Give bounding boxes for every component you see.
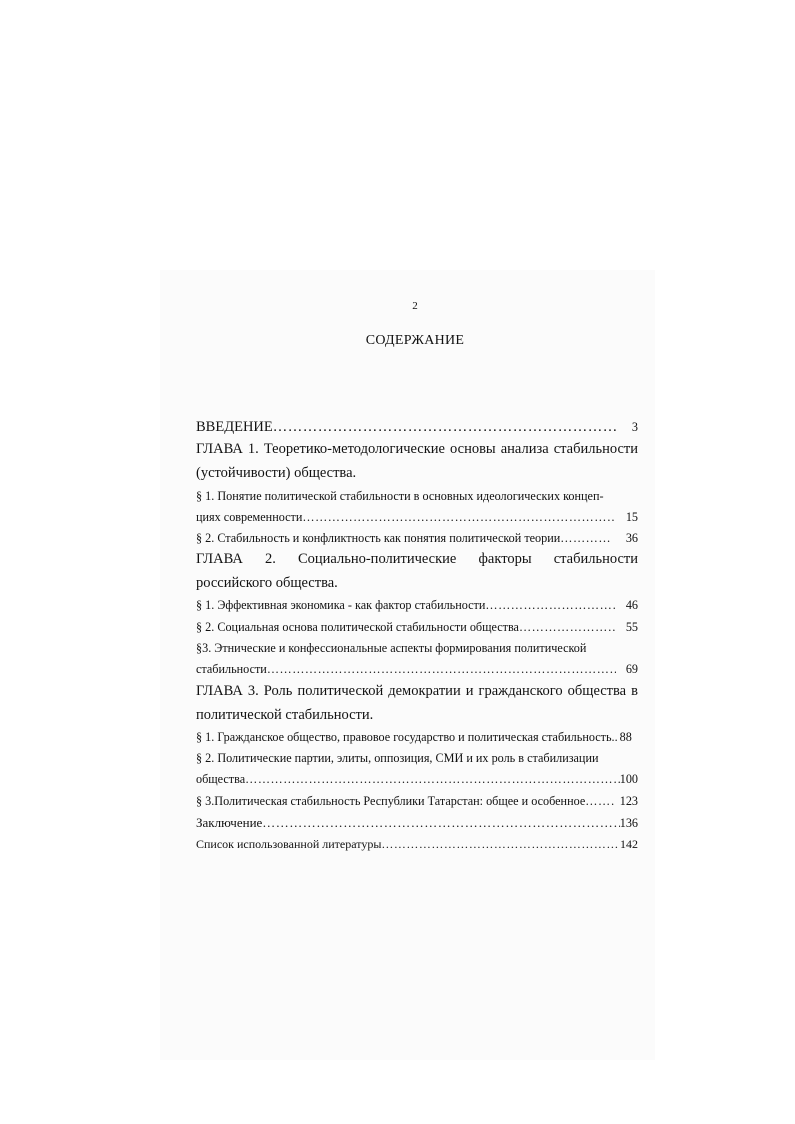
page-number: 2 — [412, 300, 418, 312]
toc-page-number: 36 — [625, 531, 638, 545]
toc-chapter-3-title[interactable]: ГЛАВА 3. Роль политической демократии и гражданского общества в — [196, 683, 638, 699]
toc-chapter-2-title-cont: российского общества. — [196, 575, 338, 591]
toc-chapter-1-title[interactable]: ГЛАВА 1. Теоретико-методологические основы анализа стабильности — [196, 441, 638, 457]
toc-ch3-section-2[interactable]: § 2. Политические партии, элиты, оппозиция, СМИ и их роль в стабилизации — [196, 751, 599, 765]
toc-page-number: 100 — [619, 772, 638, 786]
toc-ch3-section-1[interactable] — [196, 730, 638, 745]
toc-page-number: 142 — [620, 837, 638, 851]
toc-entry-intro[interactable] — [196, 419, 638, 436]
toc-entry-label: общества — [196, 772, 246, 786]
toc-entry-label: Заключение — [196, 815, 263, 830]
toc-ch1-section-1[interactable]: § 1. Понятие политической стабильности в основных идеологических концеп- — [196, 489, 604, 503]
toc-entry-label: § 2. Стабильность и конфликтность как понятия политической теории — [196, 531, 561, 545]
toc-entry-label: циях современности — [196, 510, 303, 524]
toc-page-number: 123 — [619, 794, 638, 808]
toc-chapter-3-title-cont: политической стабильности. — [196, 707, 374, 723]
toc-page-number: 88 — [619, 730, 632, 744]
toc-leader-dots — [381, 837, 620, 852]
toc-ch3-section-2-cont[interactable] — [196, 772, 638, 787]
toc-page-number: 3 — [631, 420, 638, 434]
toc-page-number: 55 — [625, 620, 638, 634]
toc-leader-dots — [302, 510, 615, 525]
toc-entry-label: ВВЕДЕНИЕ — [196, 419, 273, 435]
toc-entry-label: стабильности — [196, 662, 267, 676]
toc-leader-dots — [560, 531, 610, 546]
toc-entry-literature[interactable] — [196, 837, 638, 852]
toc-leader-dots — [485, 598, 615, 613]
toc-ch2-section-2[interactable] — [196, 620, 638, 635]
toc-page-number: 136 — [619, 816, 638, 830]
toc-page-number: 15 — [625, 510, 638, 524]
toc-leader-dots — [245, 772, 620, 787]
toc-leader-dots — [273, 419, 616, 436]
toc-ch2-section-3[interactable]: §3. Этнические и конфессиональные аспекты формирования политической — [196, 641, 587, 655]
toc-title: СОДЕРЖАНИЕ — [365, 333, 465, 348]
toc-leader-dots — [262, 815, 619, 831]
toc-ch2-section-1[interactable] — [196, 598, 638, 613]
toc-entry-label: § 2. Социальная основа политической стабильности общества — [196, 620, 519, 634]
toc-ch3-section-3[interactable] — [196, 794, 638, 809]
toc-page-number: 46 — [625, 598, 638, 612]
toc-leader-dots — [519, 620, 616, 635]
toc-chapter-1-title-cont: (устойчивости) общества. — [196, 465, 357, 481]
toc-ch1-section-1-cont[interactable] — [196, 510, 638, 525]
toc-entry-label: § 1. Гражданское общество, правовое государство и политическая стабильность.. — [196, 730, 618, 744]
toc-chapter-2-title[interactable]: ГЛАВА 2. Социально-политические факторы стабильности — [196, 551, 638, 567]
toc-entry-label: Список использованной литературы — [196, 837, 382, 851]
toc-leader-dots — [267, 662, 616, 677]
toc-entry-label: § 3.Политическая стабильность Республики Татарстан: общее и особенное — [196, 794, 586, 808]
toc-leader-dots — [585, 794, 615, 809]
toc-entry-label: § 1. Эффективная экономика - как фактор стабильности — [196, 598, 486, 612]
toc-ch1-section-2[interactable] — [196, 531, 638, 546]
toc-page-number: 69 — [625, 662, 638, 676]
toc-entry-conclusion[interactable] — [196, 815, 638, 831]
toc-ch2-section-3-cont[interactable] — [196, 662, 638, 677]
